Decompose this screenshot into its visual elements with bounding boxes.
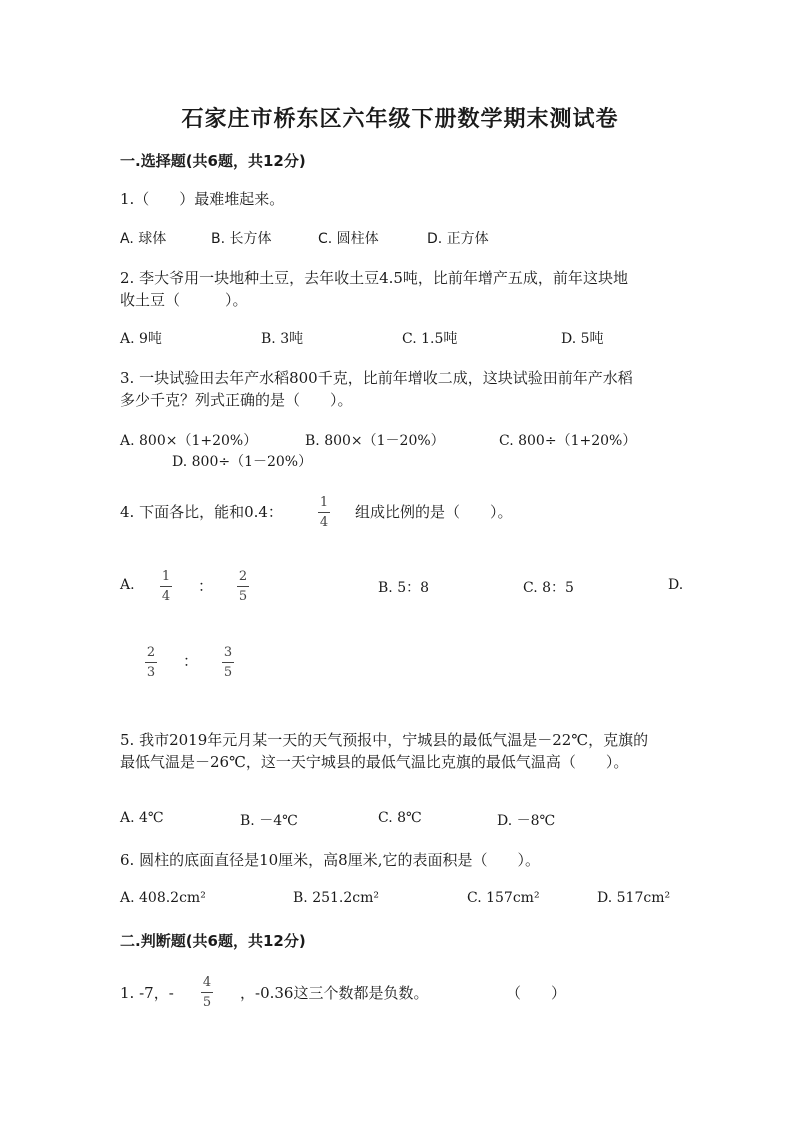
question-2-option-a: A. 9吨: [120, 331, 162, 347]
question-3-stem-line1: 3. 一块试验田去年产水稻800千克，比前年增收二成，这块试验田前年产水稻: [120, 369, 633, 387]
fraction-denominator: 5: [238, 589, 248, 604]
question-4-stem-fraction: [318, 495, 330, 530]
question-1-option-a: A. 球体: [120, 231, 167, 247]
question-6-option-b: B. 251.2cm²: [293, 890, 379, 906]
judgment-1-answer-paren: （ ）: [506, 984, 567, 1002]
judgment-1-before: 1. -7，-: [120, 984, 174, 1002]
question-6-option-d: D. 517cm²: [597, 890, 671, 906]
question-2-stem-line1: 2. 李大爷用一块地种土豆，去年收土豆4.5吨，比前年增产五成，前年这块地: [120, 269, 628, 287]
question-3-option-c: C. 800÷（1+20%）: [499, 433, 637, 449]
fraction-numerator: 2: [146, 645, 156, 660]
fraction-numerator: 1: [319, 495, 329, 510]
question-2-option-d: D. 5吨: [561, 331, 604, 347]
question-3-option-a: A. 800×（1+20%）: [120, 433, 258, 449]
fraction-numerator: 4: [202, 975, 212, 990]
question-1-option-d: D. 正方体: [427, 231, 489, 247]
question-3-option-b: B. 800×（1－20%）: [305, 433, 445, 449]
question-4-option-d-fraction-2: [222, 645, 234, 680]
fraction-denominator: 5: [202, 995, 212, 1010]
question-6-option-c: C. 157cm²: [467, 890, 540, 906]
question-1-stem: 1.（ ）最难堆起来。: [120, 190, 285, 208]
question-4-option-a-colon: ：: [198, 577, 214, 595]
fraction-bar: [160, 586, 172, 587]
fraction-bar: [145, 662, 157, 663]
question-3-stem-line2: 多少千克？列式正确的是（ ）。: [120, 391, 353, 409]
question-5-option-d: D. －8℃: [497, 813, 556, 829]
question-6-stem: 6. 圆柱的底面直径是10厘米，高8厘米,它的表面积是（ ）。: [120, 851, 540, 869]
fraction-bar: [237, 586, 249, 587]
question-5-option-b: B. －4℃: [240, 813, 298, 829]
fraction-denominator: 4: [161, 589, 171, 604]
judgment-1-after: ，-0.36这三个数都是负数。: [240, 984, 429, 1002]
question-4-option-a-label: A.: [120, 577, 135, 593]
question-4-option-a-fraction-2: [237, 569, 249, 604]
question-4-stem-before: 4. 下面各比，能和0.4：: [120, 503, 283, 521]
fraction-numerator: 2: [238, 569, 248, 584]
question-5-stem-line1: 5. 我市2019年元月某一天的天气预报中，宁城县的最低气温是－22℃，克旗的: [120, 731, 649, 749]
question-2-option-c: C. 1.5吨: [402, 331, 458, 347]
question-4-option-d-colon: ：: [183, 652, 199, 670]
fraction-bar: [201, 992, 213, 993]
section-heading-choice: 一.选择题(共6题，共12分): [120, 152, 306, 170]
question-4-option-b: B. 5：8: [378, 580, 430, 596]
fraction-denominator: 3: [146, 665, 156, 680]
fraction-numerator: 3: [223, 645, 233, 660]
fraction-numerator: 1: [161, 569, 171, 584]
question-1-option-c: C. 圆柱体: [318, 231, 379, 247]
question-3-option-d: D. 800÷（1－20%）: [172, 454, 313, 470]
question-4-option-a-fraction-1: [160, 569, 172, 604]
fraction-denominator: 5: [223, 665, 233, 680]
fraction-bar: [318, 512, 330, 513]
question-4-option-d-label: D.: [668, 577, 684, 593]
judgment-1-fraction: [201, 975, 213, 1010]
question-5-stem-line2: 最低气温是－26℃，这一天宁城县的最低气温比克旗的最低气温高（ ）。: [120, 753, 629, 771]
question-4-option-d-fraction-1: [145, 645, 157, 680]
question-5-option-c: C. 8℃: [378, 810, 422, 826]
page-title: 石家庄市桥东区六年级下册数学期末测试卷: [181, 106, 619, 132]
section-heading-judgment: 二.判断题(共6题，共12分): [120, 932, 306, 950]
fraction-denominator: 4: [319, 515, 329, 530]
fraction-bar: [222, 662, 234, 663]
question-2-stem-line2: 收土豆（ ）。: [120, 291, 248, 309]
question-4-option-c: C. 8：5: [523, 580, 574, 596]
question-2-option-b: B. 3吨: [261, 331, 304, 347]
question-5-option-a: A. 4℃: [120, 810, 164, 826]
question-6-option-a: A. 408.2cm²: [120, 890, 206, 906]
question-4-stem-after: 组成比例的是（ ）。: [355, 503, 513, 521]
question-1-option-b: B. 长方体: [211, 231, 272, 247]
